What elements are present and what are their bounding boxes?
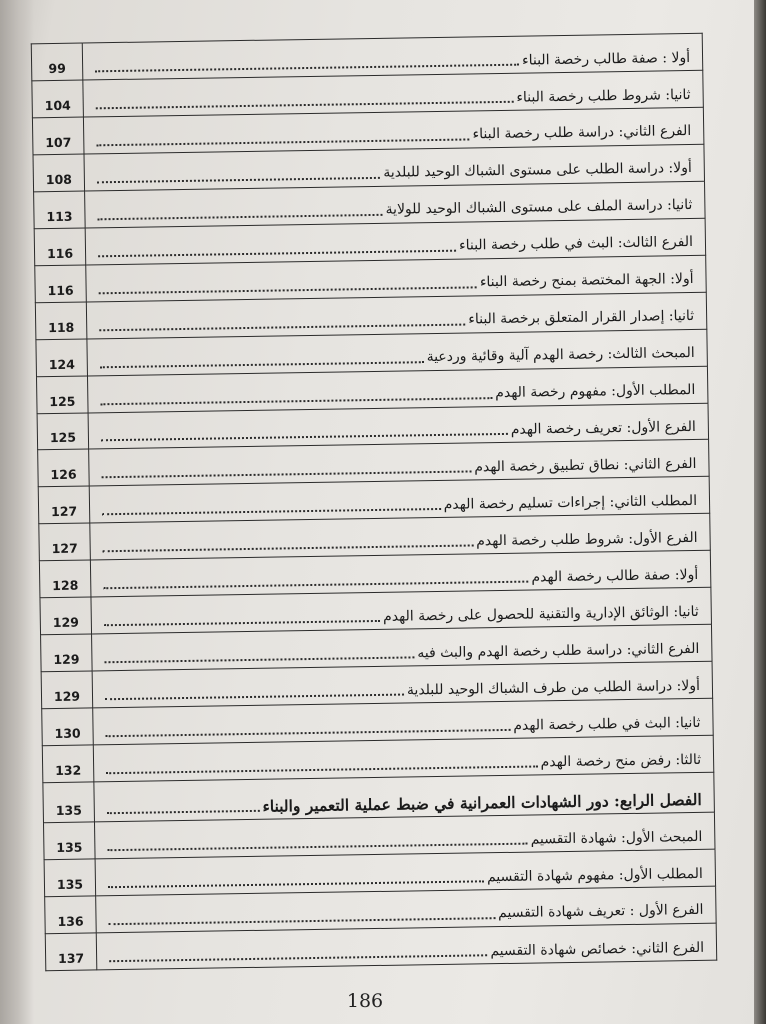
toc-page-number: 108 <box>33 154 85 192</box>
toc-entry-title: ثالثا: رفض منح رخصة الهدم <box>540 751 702 771</box>
toc-page-number: 107 <box>32 117 84 155</box>
dot-leader <box>96 138 469 146</box>
toc-entry-title: أولا: الجهة المختصة بمنح رخصة البناء <box>479 271 694 291</box>
toc-page-number: 135 <box>43 822 95 860</box>
toc-page-number: 128 <box>39 560 91 598</box>
dot-leader <box>104 657 414 664</box>
toc-page-number: 116 <box>34 228 86 266</box>
toc-table <box>31 33 717 971</box>
page-number: 186 <box>346 990 384 1012</box>
dot-leader <box>109 954 487 962</box>
toc-page-number: 129 <box>41 634 93 672</box>
dot-leader <box>107 843 527 852</box>
toc-entry-title: الفرع الأول : تعريف شهادة التقسيم <box>497 902 704 922</box>
toc-entry-title: أولا: دراسة الطلب على مستوى الشباك الوحيد للبلدية <box>383 160 692 182</box>
toc-page-number: 124 <box>36 339 88 377</box>
toc-entry-title: المبحث الأول: شهادة التقسيم <box>530 828 703 848</box>
table-of-contents <box>31 33 717 971</box>
dot-leader <box>102 471 472 479</box>
toc-entry-title: المطلب الأول: مفهوم شهادة التقسيم <box>486 865 704 885</box>
toc-page-number: 127 <box>38 486 90 524</box>
dot-leader <box>97 177 380 183</box>
toc-entry-title: ثانيا: دراسة الملف على مستوى الشباك الوحيد للولاية <box>385 197 693 219</box>
dot-leader <box>106 766 537 775</box>
toc-page-number: 132 <box>42 745 94 783</box>
dot-leader <box>98 249 456 257</box>
dot-leader <box>99 323 465 331</box>
toc-page-number: 130 <box>42 708 94 746</box>
dot-leader <box>100 361 424 368</box>
toc-page-number: 129 <box>41 671 93 709</box>
dot-leader <box>100 397 492 405</box>
toc-page-number: 126 <box>38 449 90 487</box>
page-gutter-shadow <box>0 0 34 1024</box>
toc-entry-title: الفرع الثاني: دراسة طلب رخصة الهدم والبث فيه <box>417 640 700 662</box>
toc-page-number: 113 <box>34 191 86 229</box>
toc-entry-title: المطلب الثاني: إجراءات تسليم رخصة الهدم <box>443 492 698 513</box>
toc-entry-title: الفرع الثاني: دراسة طلب رخصة البناء <box>472 123 692 143</box>
dot-leader <box>103 581 528 590</box>
toc-entry-title: ثانيا: شروط طلب رخصة البناء <box>516 86 691 106</box>
toc-entry-title: أولا : صفة طالب رخصة البناء <box>521 49 691 69</box>
dot-leader <box>105 694 404 701</box>
dot-leader <box>102 508 441 515</box>
toc-entry <box>109 940 704 965</box>
toc-entry-title: الفرع الأول: تعريف رخصة الهدم <box>510 419 696 438</box>
dot-leader <box>106 729 511 737</box>
toc-page-number: 136 <box>45 896 97 934</box>
toc-entry-title: ثانيا: إصدار القرار المتعلق برخصة البناء <box>468 308 695 328</box>
toc-page-number: 129 <box>40 597 92 635</box>
toc-page-number: 104 <box>32 80 84 118</box>
dot-leader <box>101 433 508 441</box>
dot-leader <box>99 286 477 294</box>
toc-entry-title: المطلب الأول: مفهوم رخصة الهدم <box>495 382 696 402</box>
toc-page-number: 137 <box>45 933 97 971</box>
toc-page-number: 125 <box>36 376 88 414</box>
toc-entry-title: المبحث الثالث: رخصة الهدم آلية وقائية وردعية <box>426 345 695 366</box>
dot-leader <box>108 880 484 888</box>
toc-page-number: 125 <box>37 413 89 451</box>
toc-entry-title: ثانيا: الوثائق الإدارية والتقنية للحصول على رخصة الهدم <box>382 603 699 625</box>
toc-entry-title: الفرع الثالث: البث في طلب رخصة البناء <box>458 234 694 254</box>
dot-leader <box>104 620 380 626</box>
dot-leader <box>98 214 383 220</box>
dot-leader <box>109 917 496 925</box>
dot-leader <box>95 64 519 73</box>
toc-entry-title: الفرع الثاني: خصائص شهادة التقسيم <box>490 939 705 959</box>
dot-leader <box>96 101 514 110</box>
toc-page-number: 127 <box>39 523 91 561</box>
toc-entry-title: الفصل الرابع: دور الشهادات العمرانية في ضبط عملية التعمير والبناء <box>262 789 702 816</box>
toc-page-number: 116 <box>35 265 87 303</box>
toc-entry-title: الفرع الثاني: نطاق تطبيق رخصة الهدم <box>474 455 697 476</box>
toc-page-number: 99 <box>31 43 83 81</box>
toc-page-number: 135 <box>44 859 96 897</box>
background-edge <box>754 0 766 1024</box>
toc-page-number: 135 <box>43 782 95 823</box>
toc-page-number: 118 <box>35 302 87 340</box>
toc-entry-title: ثانيا: البث في طلب رخصة الهدم <box>513 714 701 734</box>
dot-leader <box>107 810 260 814</box>
dot-leader <box>103 545 474 553</box>
toc-entry-title: أولا: دراسة الطلب من طرف الشباك الوحيد للبلدية <box>406 677 701 699</box>
toc-entry-title: أولا: صفة طالب رخصة الهدم <box>531 566 699 586</box>
toc-body <box>31 33 716 970</box>
toc-entry-title: الفرع الأول: شروط طلب رخصة الهدم <box>476 529 698 550</box>
